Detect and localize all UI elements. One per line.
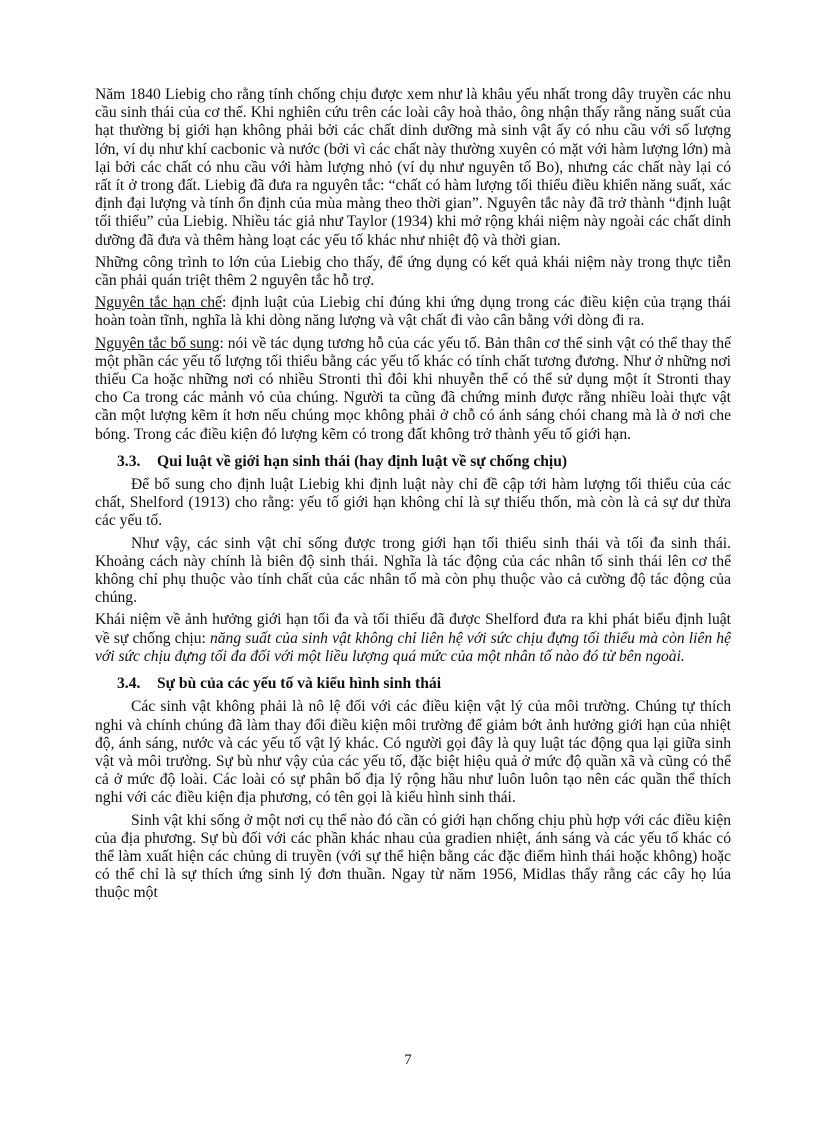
- paragraph-liebig-intro: Năm 1840 Liebig cho rằng tính chống chịu được xem như là khâu yếu nhất trong dây truyền các nhu cầu sinh thái của cơ thể. Khi nghiên cứu trên các loài cây hoà thảo, ông nhận thấy rằng năng suất của hạt thường bị giới hạn không phải bởi các chất dinh dưỡng mà sinh vật ấy có nhu cầu với số lượng lớn, ví dụ như khí cacbonic và nước (bởi vì các chất này thường xuyên có mặt với hàm lượng lớn) mà lại bởi các chất có nhu cầu với hàm lượng nhỏ (ví dụ như nguyên tố Bo), nhưng các chất này lại có rất ít ở trong đất. Liebig đã đưa ra nguyên tắc: “chất có hàm lượng tối thiểu điều khiển năng suất, xác định đại lượng và tính ổn định của mùa màng theo thời gian”. Nguyên tắc này đã trở thành “định luật tối thiểu” của Liebig. Nhiều tác giả như Taylor (1934) khi mở rộng khái niệm này ngoài các chất dinh dưỡng đã đưa và thêm hàng loạt các yếu tố khác như nhiệt độ và thời gian.: [95, 86, 731, 249]
- paragraph-liebig-works: Những công trình to lớn của Liebig cho thấy, để ứng dụng có kết quả khái niệm này trong thực tiễn cần phải quán triệt thêm 2 nguyên tắc hỗ trợ.: [95, 253, 731, 290]
- section-heading-3-4: [95, 675, 731, 693]
- tolerance-law-italic: năng suất của sinh vật không chỉ liên hệ với sức chịu đựng tối thiểu mà còn liên hệ với sức chịu đựng tối đa đối với một liều lượng quá mức của một nhân tố nào đó từ bên ngoài.: [95, 629, 731, 665]
- section-number: 3.4.: [117, 675, 141, 693]
- paragraph-compensation: Các sinh vật không phải là nô lệ đối với các điều kiện vật lý của môi trường. Chúng tự thích nghi và chính chúng đã làm thay đổi điều kiện môi trường để giảm bớt ảnh hưởng giới hạn của nhiệt độ, ánh sáng, nước và các yếu tố vật lý khác. Có người gọi đây là quy luật tác động qua lại giữa sinh vật và môi trường. Sự bù như vậy của các yếu tố, đặc biệt hiệu quả ở mức độ quần xã và cũng có thể cả ở mức độ loài. Các loài có sự phân bố địa lý rộng hầu như luôn luôn tạo nên các quần thể thích nghi với các điều kiện địa phương, có tên gọi là kiểu hình sinh thái.: [95, 698, 731, 807]
- term-limiting-principle: Nguyên tắc hạn chế: [95, 294, 222, 312]
- paragraph-shelford: Để bổ sung cho định luật Liebig khi định luật này chỉ đề cập tới hàm lượng tối thiểu của các chất, Shelford (1913) cho rằng: yếu tố giới hạn không chỉ là sự thiếu thốn, mà còn là cả sự dư thừa các yếu tố.: [95, 476, 731, 530]
- paragraph-ecotypes: Sinh vật khi sống ở một nơi cụ thể nào đó cần có giới hạn chống chịu phù hợp với các điều kiện của địa phương. Sự bù đối với các phần khác nhau của gradien nhiệt, ánh sáng và các yếu tố khác có thể làm xuất hiện các chủng di truyền (với sự thể hiện bằng các đặc điểm hình thái hoặc không) hoặc có thể chỉ là sự thích ứng sinh lý đơn thuần. Ngay từ năm 1956, Midlas thấy rằng các cây họ lúa thuộc một: [95, 811, 731, 902]
- paragraph-ecological-range: Như vậy, các sinh vật chỉ sống được trong giới hạn tối thiểu sinh thái và tối đa sinh thái. Khoảng cách này chính là biên độ sinh thái. Nghĩa là tác động của các nhân tố sinh thái lên cơ thể không chỉ phụ thuộc vào tính chất của các nhân tố mà còn phụ thuộc vào cả cường độ tác động của chúng.: [95, 534, 731, 607]
- section-number: 3.3.: [117, 452, 141, 470]
- tolerance-law-text: Khái niệm về ảnh hưởng giới hạn tối đa và tối thiểu đã được Shelford đưa ra khi phát biểu định luật về sự chống chịu:: [95, 611, 731, 647]
- section-heading-3-3: [95, 453, 731, 471]
- paragraph-supplement-principle: [95, 335, 731, 444]
- supplement-principle-text: : nói về tác dụng tương hỗ của các yếu tố. Bản thân cơ thể sinh vật có thể thay thế một phần các yếu tố lượng tối thiểu bằng các yếu tố khác có tính chất tương đương. Như ở những nơi thiếu Ca hoặc những nơi có nhiều Stronti thì đôi khi nhuyễn thể có thể sử dụng một ít Stronti thay cho Ca trong các mảnh vỏ của chúng. Người ta cũng đã chứng minh được rằng nhiều loài thực vật cần một lượng kẽm ít hơn nếu chúng mọc không phải ở chỗ có ánh sáng chói chang mà là ở nơi che bóng. Trong các điều kiện đó lượng kẽm có trong đất không trở thành yếu tố giới hạn.: [95, 334, 731, 443]
- paragraph-tolerance-law: [95, 611, 731, 666]
- paragraph-limiting-principle: [95, 294, 731, 330]
- page-number: 7: [404, 1052, 412, 1068]
- section-title: Qui luật về giới hạn sinh thái (hay định luật về sự chống chịu): [157, 452, 568, 470]
- document-page: [95, 86, 731, 907]
- limiting-principle-text: : định luật của Liebig chỉ đúng khi ứng dụng trong các điều kiện của trạng thái hoàn toàn tĩnh, nghĩa là khi dòng năng lượng và vật chất đi vào cân bằng với dòng đi ra.: [95, 294, 731, 330]
- term-supplement-principle: Nguyên tắc bổ sung: [95, 334, 220, 352]
- section-title: Sự bù của các yếu tố và kiểu hình sinh thái: [157, 675, 442, 693]
